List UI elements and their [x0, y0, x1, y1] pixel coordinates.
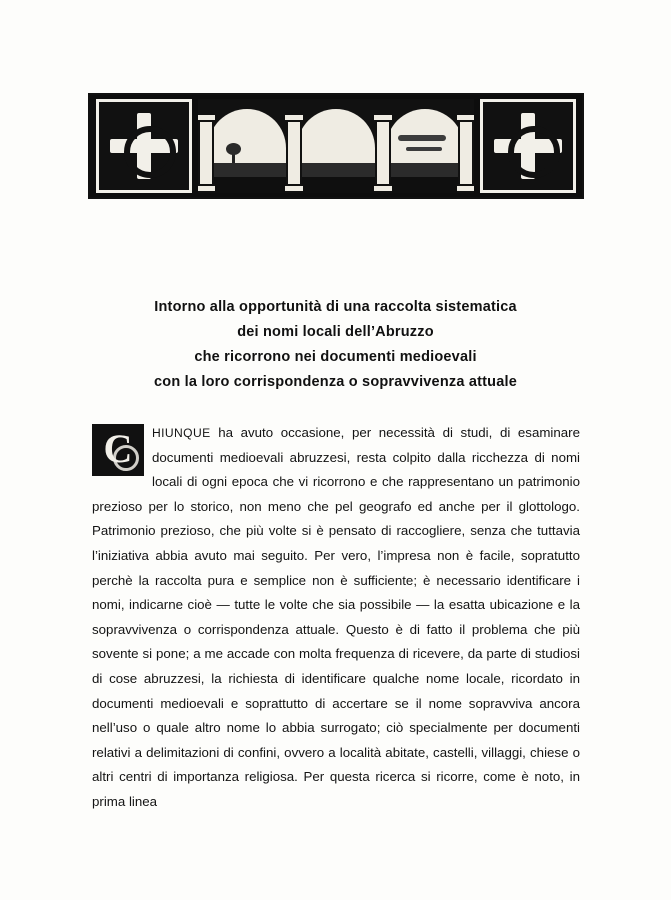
column-1	[198, 113, 214, 193]
column-4	[458, 113, 474, 193]
arch-ground-dark-center	[297, 177, 375, 193]
title-line-2: dei nomi locali dell’Abruzzo	[237, 324, 434, 340]
body-text-block	[92, 421, 580, 815]
arch-ground-dark-left	[208, 177, 286, 193]
arch-center	[297, 109, 375, 193]
knotwork-cross-right-icon	[480, 99, 576, 193]
column-1-base	[198, 184, 215, 193]
column-4-capital	[457, 113, 474, 122]
knot-ring-right	[508, 126, 560, 178]
column-3-base	[374, 184, 392, 193]
knotwork-cross-left-icon	[96, 99, 192, 193]
castle-icon	[317, 143, 357, 163]
decorative-headpiece	[88, 93, 584, 199]
headpiece-inner	[90, 95, 582, 197]
opening-paragraph	[92, 421, 580, 815]
column-3-capital	[374, 113, 392, 122]
arch-left	[208, 109, 286, 193]
knot-dot-left	[136, 138, 152, 154]
arch-right	[386, 109, 464, 193]
arcade-landscape-scene	[198, 99, 474, 193]
cloud-icon-secondary	[406, 147, 442, 151]
title-line-1: Intorno alla opportunità di una raccolta sistematica	[154, 299, 517, 315]
column-3	[375, 113, 391, 193]
column-2-base	[285, 184, 303, 193]
column-1-capital	[198, 113, 215, 122]
column-4-base	[457, 184, 474, 193]
opening-smallcaps: HIUNQUE	[152, 426, 211, 440]
column-2-capital	[285, 113, 303, 122]
paragraph-text: ha avuto occasione, per necessità di studi, di esaminare documenti medioevali abruzzesi, resta colpito dalla ricchezza di nomi locali di ogni epoca che vi ricorrono e che rappresentano un patrimonio prezioso per lo storico, non meno che pel geografo ed anche per il glottologo. Patrimonio prezioso, che più volte si è pensato di raccogliere, senza che tuttavia l’iniziativa abbia avuto mai seguito. Per vero, l’impresa non è facile, sopratutto perchè la raccolta pura e semplice non è sufficiente; è necessario identificare i nomi, indicarne cioè — tutte le volte che sia possibile — la esatta ubicazione e la sopravvivenza o corrispondenza attuale. Questo è di fatto il problema che più sovente si pone; a me accade con molta frequenza di ricevere, da parte di studiosi di cose abruzzesi, la richiesta di identificare qualche nome locale, ricordato in documenti medioevali e soprattutto di accertare se il nome sopravviva ancora nell’uso o quale altro nome lo abbia surrogato; ciò specialmente per documenti relativi a delimitazioni di confini, ovvero a località abitate, castelli, villaggi, chiese o altri centri di importanza religiosa. Per questa ricerca si ricorre, come è noto, in prima linea	[92, 425, 580, 809]
knot-dot-right	[520, 138, 536, 154]
article-title	[70, 295, 601, 395]
cloud-icon	[398, 135, 446, 141]
knot-ring-left	[124, 126, 176, 178]
arch-ground-dark-right	[386, 177, 464, 193]
drop-cap-initial	[92, 424, 144, 476]
title-line-4: con la loro corrispondenza o sopravvivenza attuale	[154, 374, 517, 390]
column-2	[286, 113, 302, 193]
drop-cap-letter: C	[103, 426, 133, 471]
title-line-3: che ricorrono nei documenti medioevali	[194, 349, 477, 365]
